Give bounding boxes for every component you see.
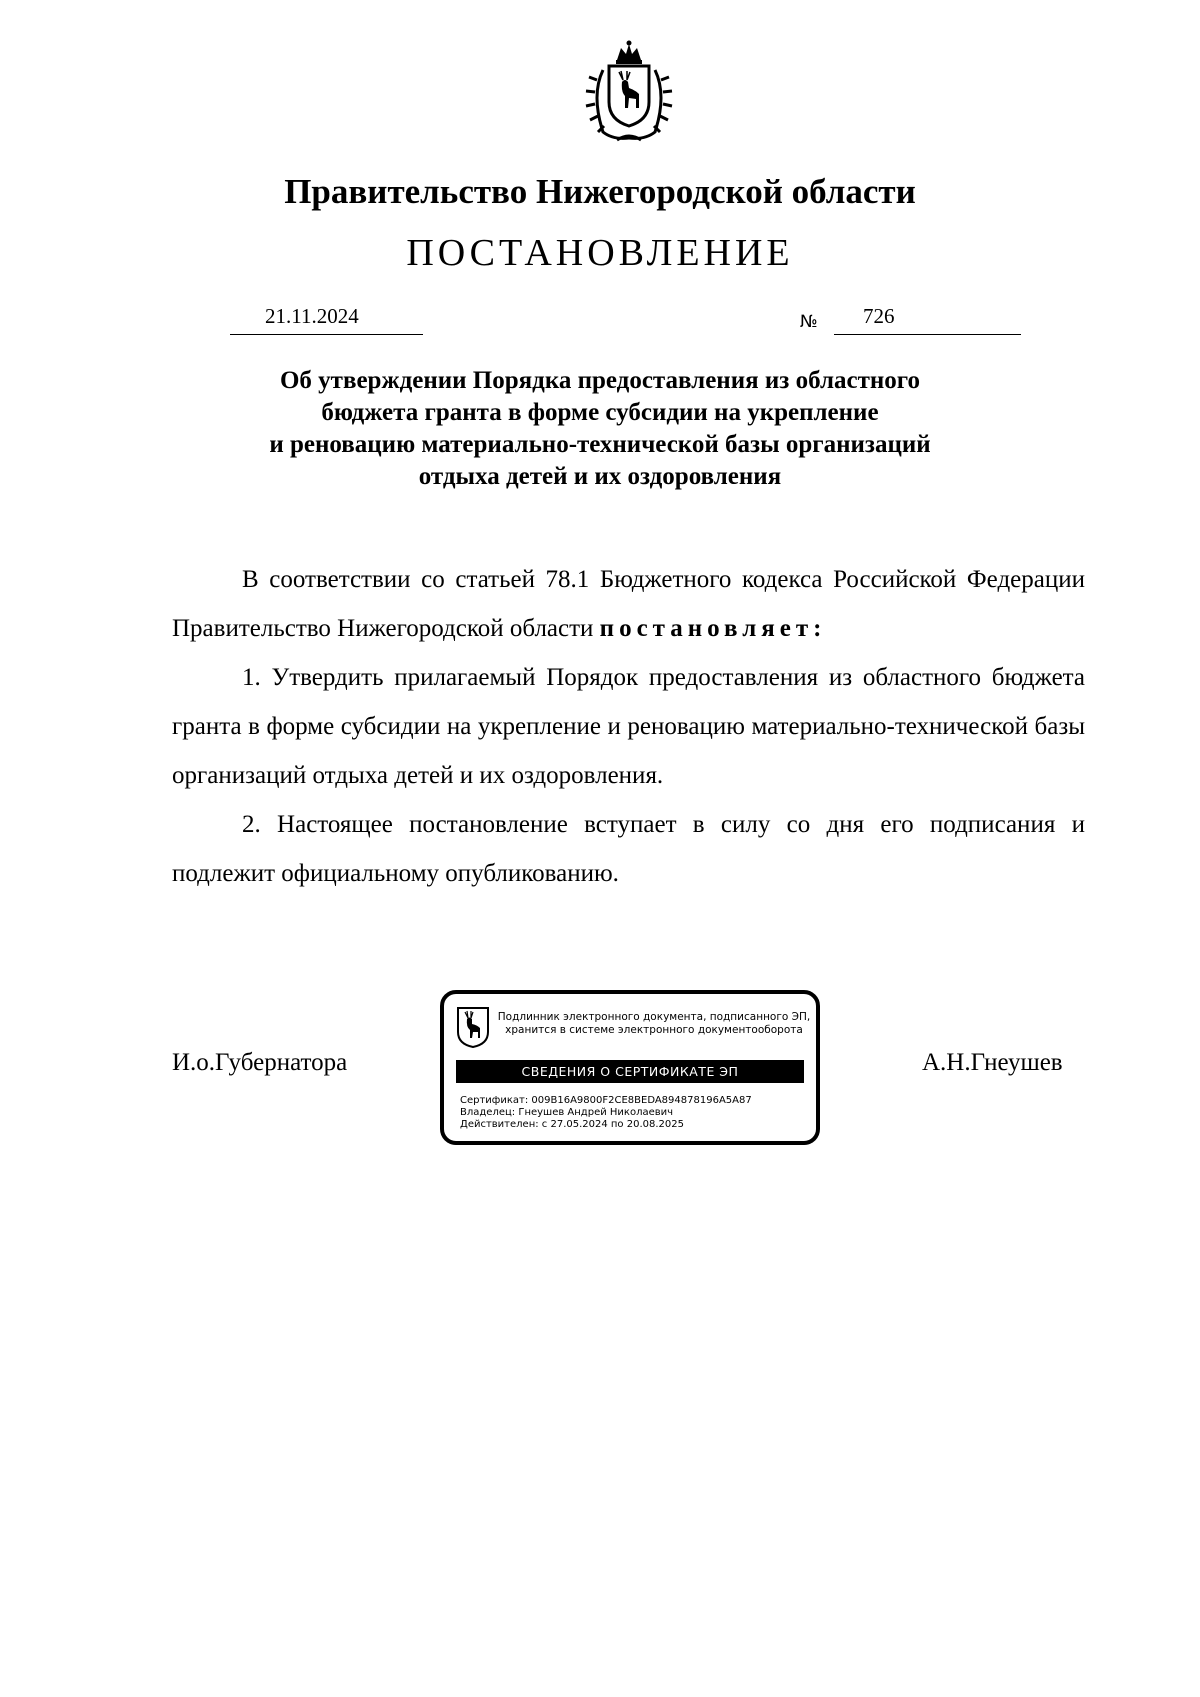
- subject-line: отдыха детей и их оздоровления: [418, 463, 782, 490]
- preamble-verb: постановляет:: [599, 615, 827, 642]
- organization-title: Правительство Нижегородской области: [284, 172, 916, 211]
- preamble-paragraph: [172, 555, 1085, 653]
- document-subject: [230, 365, 970, 493]
- subject-line: и реновацию материально-технической базы организаций: [269, 431, 931, 458]
- item-paragraph: 1. Утвердить прилагаемый Порядок предоставления из областного бюджета гранта в форме субсидии на укрепление и реновацию материально-технической базы организаций отдыха детей и их оздоровления.: [172, 664, 1085, 789]
- certificate-owner: Владелец: Гнеушев Андрей Николаевич: [460, 1107, 674, 1118]
- signatory-name: А.Н.Гнеушев: [922, 1049, 1063, 1076]
- certificate-validity: Действителен: с 27.05.2024 по 20.08.2025: [460, 1119, 684, 1130]
- stamp-header: СВЕДЕНИЯ О СЕРТИФИКАТЕ ЭП: [456, 1060, 804, 1083]
- certificate-details: [460, 1095, 752, 1131]
- signatory-position: И.о.Губернатора: [172, 1049, 348, 1076]
- document-number: 726: [863, 304, 895, 328]
- item-paragraph: 2. Настоящее постановление вступает в силу со дня его подписания и подлежит официальному опубликованию.: [172, 811, 1085, 887]
- document-body: [172, 555, 1085, 898]
- certificate-number: Сертификат: 009B16A9800F2CE8BEDA894878196A5A87: [460, 1095, 752, 1106]
- stamp-note-line: хранится в системе электронного документооборота: [505, 1024, 803, 1036]
- stamp-note-line: Подлинник электронного документа, подписанного ЭП,: [497, 1011, 811, 1023]
- coat-of-arms-icon: [573, 40, 685, 146]
- document-type: ПОСТАНОВЛЕНИЕ: [406, 232, 794, 274]
- subject-line: бюджета гранта в форме субсидии на укрепление: [321, 399, 879, 426]
- deer-emblem-icon: [456, 1006, 490, 1048]
- preamble-text: В соответствии со статьей 78.1 Бюджетного кодекса Российской Федерации Правительство Нижегородской области: [172, 566, 1085, 642]
- subject-line: Об утверждении Порядка предоставления из областного: [279, 367, 920, 394]
- document-date: 21.11.2024: [265, 304, 359, 328]
- stamp-note: [494, 1011, 814, 1037]
- number-sign: №: [800, 312, 818, 332]
- e-signature-stamp: [440, 990, 820, 1145]
